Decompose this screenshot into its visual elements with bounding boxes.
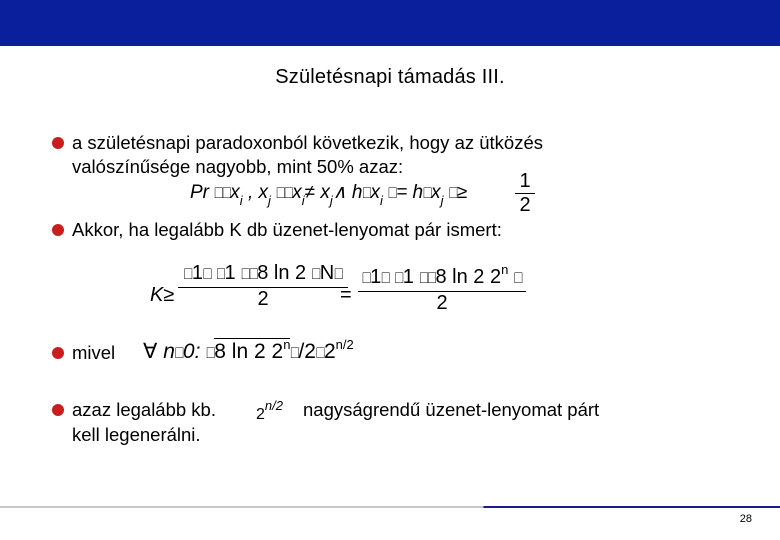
bullet-4-line-2: kell legenerálni. (72, 424, 201, 445)
formula-collision-probability: Pr $⎕⎕x_i$ , $x_j$ $⎕⎕x_i\ne$ $x_j\wedge$ $h⎕x_i$ ⎕= $h⎕x_j$ ⎕≥ (190, 182, 468, 208)
bullet-1-line-2: valószínűsége nagyobb, mint 50% azaz: (72, 156, 404, 177)
formula-1-fraction (515, 170, 535, 217)
bullet-2-line-1: Akkor, ha legalább K db üzenet-lenyomat pár ismert: (72, 219, 502, 240)
footer-rule (0, 506, 780, 508)
sqrt-expression: 8 ln 2 2 (214, 340, 284, 363)
fraction-denominator: 2 (519, 194, 531, 216)
bullet-1-line-1: a születésnapi paradoxonból következik, hogy az ütközés (72, 132, 544, 153)
formula-2-left-fraction (178, 262, 348, 311)
formula-pr: Pr (190, 182, 209, 203)
formula-2-right-fraction (358, 262, 526, 315)
bullet-marker (52, 347, 64, 359)
divide-two: /2 (298, 340, 316, 363)
formula-for-all-n: ∀ n⎕0: ⎕8 ln 2 $2^n⎕/2⎕2^{n/2}$ (143, 337, 354, 363)
bullet-3-line-1: mivel (72, 342, 116, 363)
bullet-4-line-1-start: azaz legalább kb. (72, 399, 216, 420)
left-numerator: ⎕1⎕ ⎕1 ⎕⎕8 ln 2 ⎕N⎕ (183, 262, 343, 284)
base-two: 2 (323, 340, 336, 363)
formula-two-power (256, 398, 283, 424)
header-bar (0, 0, 780, 46)
bullet-marker (52, 137, 64, 149)
formula-equals: = (340, 284, 352, 306)
slide-title: Születésnapi támadás III. (275, 66, 505, 88)
bullet-marker (52, 404, 64, 416)
exponent-n-half: n/2 (335, 337, 354, 352)
bullet-marker (52, 224, 64, 236)
variable-n: n (163, 340, 175, 363)
forall-symbol: ∀ (143, 340, 158, 363)
base-two: 2 (256, 406, 265, 423)
bullet-4-line-1-end: nagyságrendű üzenet-lenyomat párt (303, 399, 600, 420)
exponent-n-half: n/2 (264, 398, 283, 413)
page-number: 28 (739, 513, 752, 525)
right-denominator: 2 (436, 292, 448, 314)
exponent-n: n (501, 262, 509, 277)
exponent-n: n (283, 337, 291, 352)
right-numerator: ⎕1⎕ ⎕1 ⎕⎕8 ln 2 2$^n$ ⎕ (362, 262, 522, 288)
formula-k: K≥ (150, 284, 175, 306)
fraction-numerator: 1 (519, 170, 531, 192)
left-denominator: 2 (257, 288, 269, 310)
zero-colon: 0: (182, 340, 201, 363)
